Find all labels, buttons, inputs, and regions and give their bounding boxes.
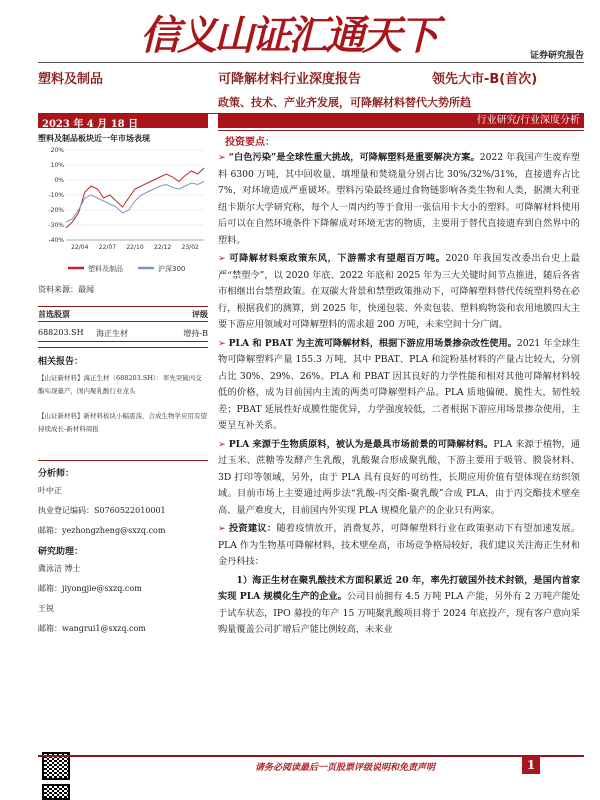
stock-table-header — [38, 306, 208, 322]
assistant-title: 研究助理： — [38, 547, 84, 557]
y-tick-label: -40% — [48, 237, 64, 244]
chart-title: 塑料及制品板块近一年市场表现 — [38, 134, 150, 143]
stock-code: 688203.SH — [38, 328, 84, 337]
related-report-item[interactable]: 【山证新材料】新材料板块小幅震荡，合成生物学应用有望持续成长-新材料周报 — [38, 412, 207, 433]
body-paragraph — [218, 336, 580, 435]
y-tick-label: 20% — [50, 147, 64, 154]
analyst-name: 叶中正 — [38, 486, 62, 495]
assistant-name: 王锐 — [38, 604, 54, 613]
main-body — [218, 150, 580, 641]
y-tick-label: -10% — [48, 192, 64, 199]
x-tick-label: 22/07 — [98, 244, 117, 251]
analyst-email[interactable]: 邮箱：yezhongzheng@sxzq.com — [38, 526, 166, 535]
paragraph-text: 2021 年全球生物可降解塑料产量 155.3 万吨，其中 PBAT、PLA 和淀粉基材料的产量占比较大，分别占比 30%、29%、26%。PLA 和 PBAT 因其良好的力学性能和相对其他可降解材料较低的价格，成为目前国内主流的两类可降解塑料产品。PLA 质地偏硬、脆性大，韧性较差；PBAT 延展性好成膜性能优异，力学强度较低，二者根据下游应用场景掺杂使用，主要呈互补关系。 — [218, 337, 580, 431]
page-number: 1 — [522, 756, 540, 774]
report-category: 行业研究/行业深度分析 — [218, 114, 584, 128]
bullet-arrow-icon: ➢ — [218, 523, 229, 534]
paragraph-lead: “白色污染”是全球性重大挑战，可降解塑料是重要解决方案。 — [228, 152, 480, 163]
report-subtitle: 政策、技术、产业齐发展，可降解材料替代大势所趋 — [218, 96, 471, 109]
assistant-email[interactable]: 邮箱：wangrui1@sxzq.com — [38, 624, 146, 633]
related-report-item[interactable]: 【山证新材料】海正生材（688203.SH）：率先突破丙交酯实现量产，国内聚乳酸行业龙头 — [38, 374, 202, 395]
qr-code — [42, 784, 70, 800]
stock-table-row — [38, 326, 208, 342]
body-paragraph — [218, 573, 580, 639]
stock-name: 海正生材 — [96, 329, 128, 338]
assistant-name: 冀泳洁 博士 — [38, 564, 81, 573]
related-divider — [38, 347, 208, 348]
bullet-arrow-icon: ➢ — [218, 253, 230, 264]
paragraph-lead: PLA 和 PBAT 为主流可降解材料，根据下游应用场景掺杂改性使用。 — [228, 337, 517, 349]
market-performance-chart — [38, 144, 208, 284]
brand-logo-text: 信义山证汇通天下 — [140, 13, 436, 59]
x-tick-label: 22/04 — [71, 244, 89, 251]
body-paragraph — [218, 251, 580, 334]
assistant-email[interactable]: 邮箱：jiyongjie@sxzq.com — [38, 584, 142, 593]
related-reports-title: 相关报告： — [38, 357, 84, 367]
paragraph-lead: 1）海正生材在聚乳酸技术方面积累近 20 年，率先打破国外技术封锁，是国内首家实现 PLA 规模化生产的企业。 — [218, 574, 580, 602]
analyst-divider — [38, 460, 208, 461]
legend-label: 塑料及制品 — [88, 265, 123, 273]
header-divider — [38, 62, 584, 63]
rating-header-label: 评级 — [192, 309, 208, 319]
paragraph-lead: 投资建议： — [228, 523, 277, 534]
disclaimer-text[interactable]: 请务必阅读最后一页股票评级说明和免责声明 — [255, 763, 436, 773]
analyst-cert: 执业登记编码：S0760522010001 — [38, 506, 166, 515]
body-paragraph — [218, 437, 580, 520]
y-tick-label: -20% — [48, 207, 64, 214]
y-tick-label: 0% — [54, 177, 64, 184]
bullet-arrow-icon: ➢ — [218, 438, 229, 450]
sector-label: 塑料及制品 — [38, 72, 104, 87]
body-paragraph — [218, 521, 580, 571]
y-tick-label: -30% — [48, 222, 64, 229]
report-type-label: 证券研究报告 — [529, 51, 584, 61]
x-tick-label: 22/12 — [153, 244, 172, 251]
x-tick-label: 22/10 — [126, 244, 144, 251]
report-date: 2023 年 4 月 18 日 — [42, 119, 139, 130]
report-title: 可降解材料行业深度报告 — [218, 72, 362, 87]
body-paragraph — [218, 150, 580, 249]
paragraph-text: 公司目前拥有 4.5 万吨 PLA 产能，另外有 2 万吨产能处于试车状态，IPO 募投的年产 15 万吨聚乳酸项目将于 2024 年底投产，现有客户意向采购量覆盖公司扩增后产能比例较高，未来业 — [218, 591, 580, 635]
investment-points-heading: 投资要点： — [225, 137, 275, 148]
chart-source: 资料来源：最闻 — [38, 285, 94, 294]
rating-label: 领先大市-B(首次) — [432, 72, 538, 87]
footer-divider — [38, 755, 584, 757]
paragraph-lead: 可降解材料乘政策东风，下游需求有望超百万吨。 — [229, 253, 446, 264]
x-tick-label: 23/02 — [181, 244, 199, 251]
legend-label: 沪深300 — [158, 265, 186, 273]
y-tick-label: 10% — [50, 162, 64, 169]
paragraph-text: 随着疫情放开，消费复苏，可降解塑料行业在政策驱动下有望加速发展。PLA 作为生物基可降解材料，技术壁垒高，市场竞争格局较好，我们建议关注海正生材和金丹科技： — [218, 523, 581, 567]
main-header-divider — [218, 130, 584, 131]
bullet-arrow-icon: ➢ — [218, 152, 229, 163]
paragraph-text: 2020 年我国发改委出台史上最严“禁塑令”，以 2020 年底、2022 年底和 2025 年为三大关键时间节点推进，随后各省市相继出台禁塑政策。在双碳大背景和禁塑政策推动下，可降解塑料替代传统塑料势在必行，根据我们的测算，到 2025 年，快递包装、外卖包装、塑料购物袋和农用地膜四大主要下游应用领域对可降解塑料的需求超 200 万吨，未来空间十分广阔。 — [218, 253, 580, 330]
bullet-arrow-icon: ➢ — [218, 337, 229, 349]
stock-header-label: 首选股票 — [38, 309, 70, 319]
series-line — [66, 182, 204, 223]
stock-rating: 增持-B — [183, 329, 208, 338]
analyst-title: 分析师： — [38, 469, 75, 479]
series-line — [66, 168, 204, 228]
paragraph-text: PLA 来源于植物，通过玉米、蔗糖等发酵产生乳酸，乳酸聚合形成聚乳酸，下游主要用于吸管、膜袋材料、3D 打印等领域，另外，由于 PLA 具有良好的可纺性，长期应用价值有望体现在纺织领域。目前市场上主要通过两步法“乳酸-丙交酯-聚乳酸”合成 PLA，由于丙交酯技术壁垒高、量产难度大，目前国内外实现 PLA 规模化量产的企业只有两家。 — [218, 438, 580, 516]
paragraph-text: 2022 年我国产生废弃塑料 6300 万吨，其中回收量、填埋量和焚烧量分别占比 30%/32%/31%，直接遗弃占比 7%，对环境造成严重破坏。塑料污染最终通过食物链影响各类生物和人类，据澳大利亚纽卡斯尔大学研究称，每个人一周内约等于食用一张信用卡大小的塑料。可降解材料使用后可以在自然环境条件下降解成对环境无害的物质，主要用于替代直接遗弃到自然界中的塑料。 — [218, 152, 580, 246]
paragraph-lead: PLA 来源于生物质原料，被认为是最具市场前景的可降解材料。 — [228, 438, 494, 450]
